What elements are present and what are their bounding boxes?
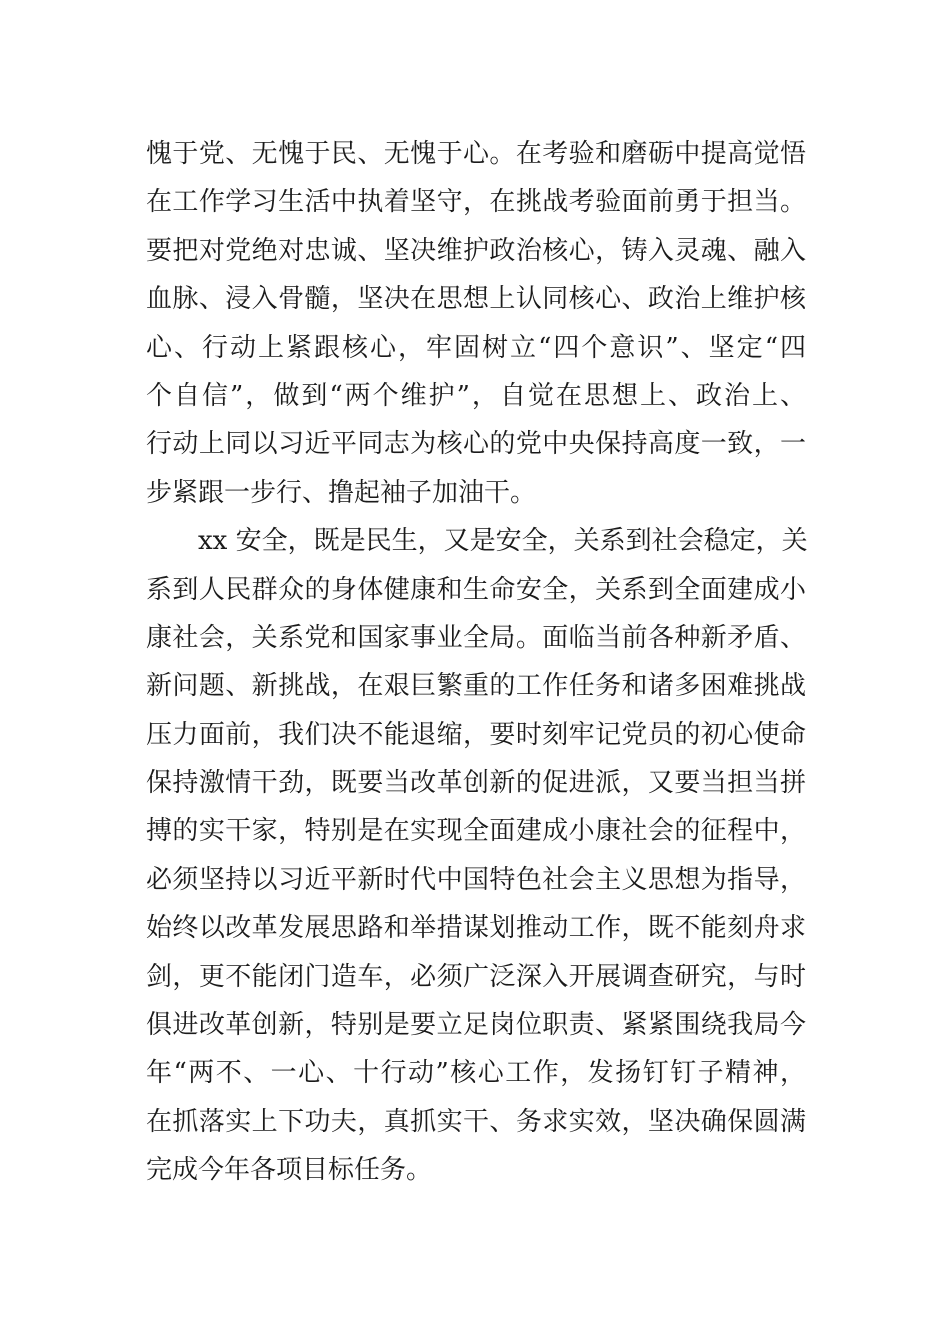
- text-line: 血脉、浸入骨髓，坚决在思想上认同核心、政治上维护核: [146, 284, 806, 315]
- text-line: 康社会，关系党和国家事业全局。面临当前各种新矛盾、: [146, 622, 806, 653]
- text-line: 必须坚持以习近平新时代中国特色社会主义思想为指导，: [146, 864, 806, 895]
- text-line: 俱进改革创新，特别是要立足岗位职责、紧紧围绕我局今: [146, 1010, 806, 1041]
- text-line: 保持激情干劲，既要当改革创新的促进派，又要当担当拼: [146, 768, 806, 799]
- paragraph-2: [146, 517, 806, 1194]
- body-text: [146, 130, 806, 1195]
- text-line: 搏的实干家，特别是在实现全面建成小康社会的征程中，: [146, 816, 806, 847]
- text-line: 愧于党、无愧于民、无愧于心。在考验和磨砺中提高觉悟: [146, 139, 806, 169]
- text-line: 完成今年各项目标任务。: [146, 1155, 433, 1186]
- text-line: 新问题、新挑战，在艰巨繁重的工作任务和诸多困难挑战: [146, 671, 806, 702]
- text-line: 行动上同以习近平同志为核心的党中央保持高度一致，一: [146, 429, 806, 460]
- text-line: 在工作学习生活中执着坚守，在挑战考验面前勇于担当。: [146, 187, 806, 218]
- text-line: 系到人民群众的身体健康和生命安全，关系到全面建成小: [146, 574, 806, 605]
- text-line: 压力面前，我们决不能退缩，要时刻牢记党员的初心使命: [146, 719, 806, 750]
- paragraph-1: [146, 130, 806, 517]
- text-line: 要把对党绝对忠诚、坚决维护政治核心，铸入灵魂、融入: [146, 235, 806, 266]
- text-line: 步紧跟一步行、撸起袖子加油干。: [146, 477, 537, 508]
- text-line: xx 安全，既是民生，又是安全，关系到社会稳定，关: [198, 526, 808, 557]
- text-line: 心、行动上紧跟核心，牢固树立“四个意识”、坚定“四: [146, 332, 806, 363]
- text-line: 剑，更不能闭门造车，必须广泛深入开展调查研究，与时: [146, 961, 806, 992]
- text-line: 个自信”，做到“两个维护”，自觉在思想上、政治上、: [146, 380, 806, 411]
- text-line: 在抓落实上下功夫，真抓实干、务求实效，坚决确保圆满: [146, 1106, 806, 1137]
- text-line: 年“两不、一心、十行动”核心工作，发扬钉钉子精神，: [146, 1058, 806, 1089]
- text-line: 始终以改革发展思路和举措谋划推动工作，既不能刻舟求: [146, 913, 806, 944]
